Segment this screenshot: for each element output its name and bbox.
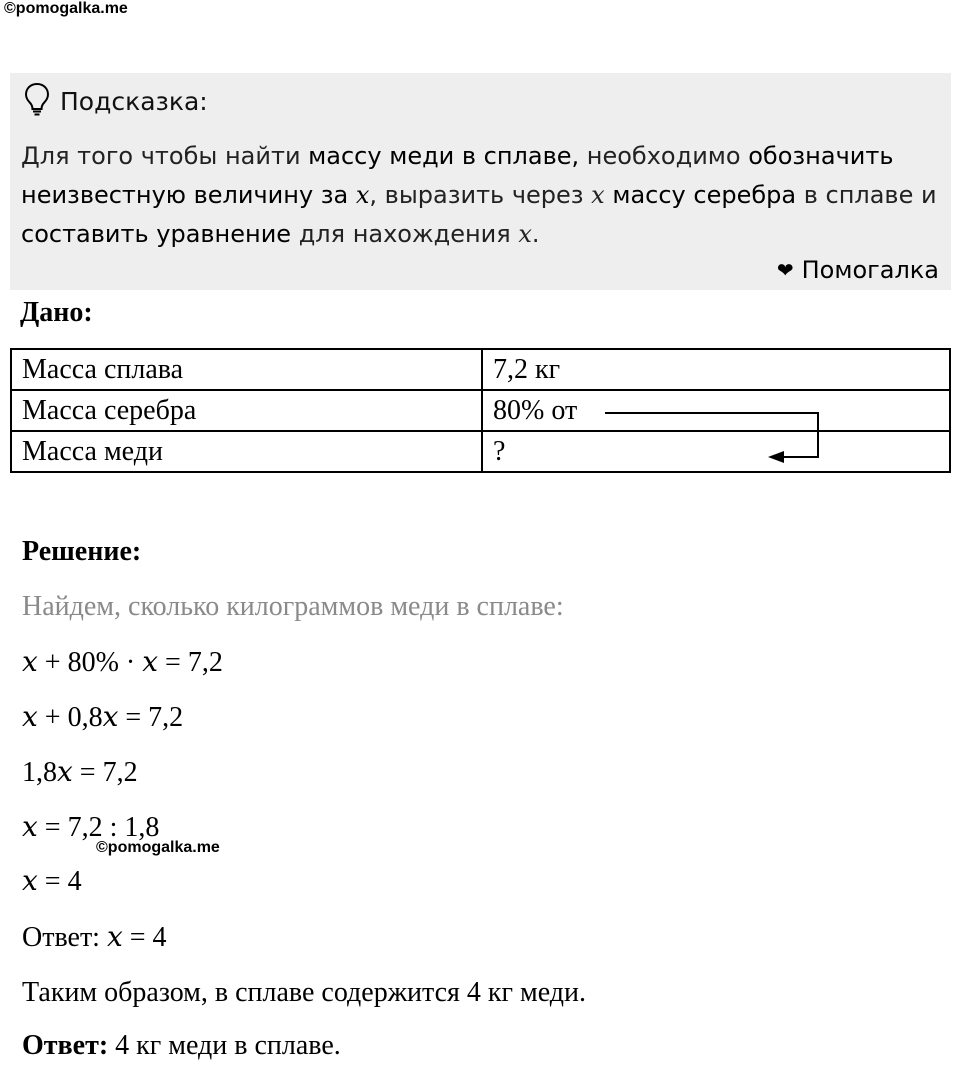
- hint-header: [24, 82, 208, 120]
- watermark: ©pomogalka.me: [4, 0, 128, 17]
- hint-signature: [777, 256, 939, 284]
- table-cell-label: Масса сплава: [11, 349, 482, 390]
- equation-line: x + 80% · x = 7,2: [22, 645, 223, 678]
- signature-label: Помогалка: [801, 256, 939, 284]
- heart-icon: ❤: [776, 258, 794, 282]
- table-row: [11, 349, 950, 390]
- given-heading: Дано:: [20, 297, 93, 328]
- equation-line: x = 4: [22, 864, 82, 897]
- table-row: [11, 431, 950, 472]
- table-row: [11, 390, 950, 431]
- final-answer-label: Ответ:: [22, 1030, 109, 1061]
- conclusion-text: Таким образом, в сплаве содержится 4 кг меди.: [22, 977, 587, 1008]
- answer-line: Ответ: x = 4: [22, 920, 167, 953]
- watermark: ©pomogalka.me: [96, 839, 220, 856]
- final-answer: [22, 1030, 341, 1062]
- equation-line: x = 7,2 : 1,8: [22, 810, 160, 843]
- equation-line: x + 0,8x = 7,2: [22, 700, 184, 733]
- table-cell-label: Масса меди: [11, 431, 482, 472]
- table-cell-value: 80% от: [482, 390, 950, 431]
- hint-title: Подсказка:: [60, 86, 208, 116]
- equation-line: 1,8x = 7,2: [22, 755, 138, 788]
- hint-box: [10, 73, 951, 290]
- table-cell-value: 7,2 кг: [482, 349, 950, 390]
- table-cell-label: Масса серебра: [11, 390, 482, 431]
- solution-heading: Решение:: [22, 536, 142, 567]
- hint-text: Для того чтобы найти массу меди в сплаве, необходимо обозначить неизвестную величину за x, выразить через x массу серебра в сплаве и составить уравнение для нахождения x.: [21, 142, 937, 248]
- solution-intro: Найдем, сколько килограммов меди в сплаве:: [22, 591, 564, 622]
- lightbulb-icon: [24, 82, 50, 120]
- final-answer-text: 4 кг меди в сплаве.: [108, 1030, 341, 1061]
- given-table: [10, 348, 951, 473]
- table-cell-value: ?: [482, 431, 950, 472]
